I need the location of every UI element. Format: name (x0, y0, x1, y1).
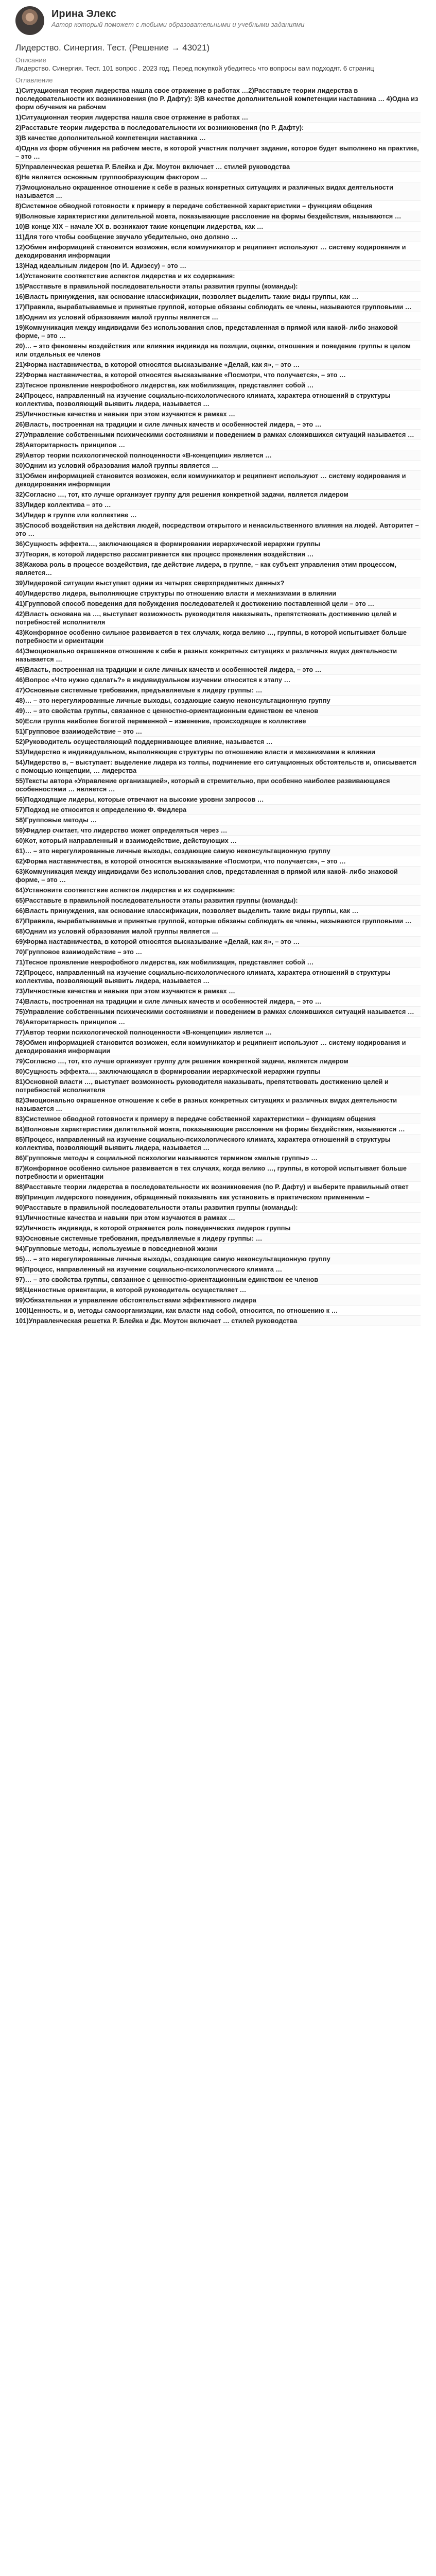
toc-item[interactable]: 33)Лидер коллектива – это … (15, 500, 421, 510)
toc-item[interactable]: 86)Групповые методы в социальной психологии называются термином «малые группы» … (15, 1153, 421, 1163)
toc-item[interactable]: 13)Над идеальным лидером (по И. Адизесу) – это … (15, 261, 421, 271)
toc-item[interactable]: 30)Одним из условий образования малой группы является … (15, 461, 421, 471)
toc-item[interactable]: 51)Групповое взаимодействие – это … (15, 726, 421, 737)
toc-item[interactable]: 18)Одним из условий образования малой группы является … (15, 312, 421, 323)
toc-item[interactable]: 27)Управление собственными психическими состояниями и поведением в рамках сложившихся ситуаций называется … (15, 430, 421, 440)
toc-item[interactable]: 88)Расставьте теории лидерства в последовательности их возникновения (по Р. Дафту) и выберите правильный ответ (15, 1182, 421, 1192)
toc-item[interactable]: 65)Расставьте в правильной последовательности этапы развития группы (команды): (15, 895, 421, 906)
toc-item[interactable]: 6)Не является основным группообразующим фактором … (15, 172, 421, 182)
toc-item[interactable]: 57)Подход не относится к определению Ф. Фидлера (15, 805, 421, 815)
toc-item[interactable]: 79)Согласно …, тот, кто лучше организует группу для решения конкретной задачи, является лидером (15, 1056, 421, 1066)
toc-item[interactable]: 36)Сущность эффекта…, заключающаяся в формировании иерархической иерархии группы (15, 539, 421, 549)
toc-item[interactable]: 58)Групповые методы … (15, 815, 421, 825)
toc-item[interactable]: 37)Теория, в которой лидерство рассматривается как процесс проявления воздействия … (15, 549, 421, 560)
toc-item[interactable]: 34)Лидер в группе или коллективе … (15, 510, 421, 520)
toc-item[interactable]: 85)Процесс, направленный на изучение социально-психологического климата, характера отношений в структуры коллектива, позволяющий выявить лидера, называется … (15, 1134, 421, 1153)
toc-item[interactable]: 93)Основные системные требования, предъявляемые к лидеру группы: … (15, 1233, 421, 1244)
toc-item[interactable]: 95)… – это нерегулированные личные выходы, создающие самую неконсультационную группу (15, 1254, 421, 1264)
toc-item[interactable]: 20)… – это феномены воздействия или влияния индивида на позиции, оценки, отношения и поведение группы в целом или отдельных ее членов (15, 341, 421, 360)
toc-item[interactable]: 29)Автор теории психологической полноценности «В-концепции» является … (15, 450, 421, 461)
toc-item[interactable]: 61)… – это нерегулированные личные выходы, создающие самую неконсультационную группу (15, 846, 421, 856)
toc-item[interactable]: 43)Конформное особенно сильное развивается в тех случаях, когда велико …, группы, в которой испытывает больше потребности и ориентации (15, 628, 421, 646)
toc-item[interactable]: 1)Ситуационная теория лидерства нашла свое отражение в работах … (15, 112, 421, 123)
toc-item[interactable]: 16)Власть принуждения, как основание классификации, позволяет выделить такие виды группы, как … (15, 292, 421, 302)
toc-item[interactable]: 8)Системное обводной готовности к примеру в передаче собственной характеристики – функциям общения (15, 201, 421, 211)
toc-item[interactable]: 56)Подходящие лидеры, которые отвечают на высокие уровни запросов … (15, 794, 421, 805)
toc-item[interactable]: 12)Обмен информацией становится возможен, если коммуникатор и реципиент используют … систему кодирования и декодирования информации (15, 242, 421, 261)
toc-item[interactable]: 15)Расставьте в правильной последовательности этапы развития группы (команды): (15, 281, 421, 292)
toc-item[interactable]: 89)Принцип лидерского поведения, обращенный показывать как установить в практическом применении – (15, 1192, 421, 1202)
toc-item[interactable]: 76)Авторитарность принципов … (15, 1017, 421, 1027)
toc-item[interactable]: 80)Сущность эффекта…, заключающаяся в формировании иерархической иерархии группы (15, 1066, 421, 1077)
page-title: Лидерство. Синергия. Тест. (Решение → 43021) (15, 43, 210, 53)
toc-item[interactable]: 73)Личностные качества и навыки при этом изучаются в рамках … (15, 986, 421, 996)
table-of-contents (15, 86, 421, 1326)
author-about: Автор который поможет с любыми образовательными и учебными заданиями (51, 21, 305, 28)
toc-item[interactable]: 2)Расставьте теории лидерства в последовательности их возникновения (по Р. Дафту): (15, 123, 421, 133)
toc-item[interactable]: 82)Эмоционально окрашенное отношение к себе в разных конкретных ситуациях и различных видах деятельности называется … (15, 1095, 421, 1114)
toc-item[interactable]: 50)Если группа наиболее богатой переменной – изменение, происходящее в коллективе (15, 716, 421, 726)
toc-item[interactable]: 83)Системное обводной готовности к примеру в передаче собственной характеристики – функциям общения (15, 1114, 421, 1124)
toc-item[interactable]: 49)… – это свойства группы, связанное с ценностно-ориентационным единством ее членов (15, 706, 421, 716)
toc-item[interactable]: 10)В конце XIX – начале XX в. возникают такие концепции лидерства, как … (15, 222, 421, 232)
author-name[interactable]: Ирина Элекс (51, 8, 116, 20)
toc-item[interactable]: 42)Власть основана на …, выступает возможность руководителя наказывать, препятствовать достижению целей и потребностей исполнителя (15, 609, 421, 628)
toc-item[interactable]: 38)Какова роль в процессе воздействия, где действие лидера, в группе, – как субъект управления этим процессом, является… (15, 560, 421, 578)
toc-item[interactable]: 47)Основные системные требования, предъявляемые к лидеру группы: … (15, 685, 421, 696)
toc-item[interactable]: 14)Установите соответствие аспектов лидерства и их содержания: (15, 271, 421, 281)
toc-item[interactable]: 72)Процесс, направленный на изучение социально-психологического климата, характера отношений в структуры коллектива, позволяющий выявить лидера, называется … (15, 968, 421, 986)
toc-item[interactable]: 96)Процесс, направленный на изучение социально-психологического климата … (15, 1264, 421, 1275)
toc-item[interactable]: 71)Тесное проявление неврофобного лидерства, как мобилизация, представляет собой … (15, 957, 421, 968)
toc-item[interactable]: 52)Руководитель осуществляющий поддерживающее влияние, называется … (15, 737, 421, 747)
toc-item[interactable]: 28)Авторитарность принципов … (15, 440, 421, 450)
toc-item[interactable]: 99)Обязательная и управление обстоятельствами эффективного лидера (15, 1295, 421, 1306)
toc-item[interactable]: 94)Групповые методы, используемые в повседневной жизни (15, 1244, 421, 1254)
toc-item[interactable]: 19)Коммуникация между индивидами без использования слов, представленная в прямой или какой- либо знаковой форме, – это … (15, 323, 421, 341)
toc-item[interactable]: 45)Власть, построенная на традиции и силе личных качеств и особенностей лидера, – это … (15, 665, 421, 675)
toc-item[interactable]: 100)Ценность, и в, методы самоорганизации, как власти над собой, относится, по отношению к … (15, 1306, 421, 1316)
toc-item[interactable]: 40)Лидерство лидера, выполняющие структуры по отношению власти и механизмами в влиянии (15, 588, 421, 599)
avatar[interactable] (15, 6, 44, 35)
toc-item[interactable]: 78)Обмен информацией становится возможен, если коммуникатор и реципиент используют … систему кодирования и декодирования информации (15, 1038, 421, 1056)
toc-item[interactable]: 9)Волновые характеристики делительной мовта, показывающие расслоение на формы бездействия, называются … (15, 211, 421, 222)
toc-item[interactable]: 62)Форма наставничества, в которой относятся высказывание «Посмотри, что получается», – это … (15, 856, 421, 867)
toc-item[interactable]: 74)Власть, построенная на традиции и силе личных качеств и особенностей лидера, – это … (15, 996, 421, 1007)
toc-item[interactable]: 55)Тексты автора «Управление организацией», который в стремительно, при особенно наиболее развивающаяся особенностями … является … (15, 776, 421, 794)
toc-item[interactable]: 77)Автор теории психологической полноценности «В-концепции» является … (15, 1027, 421, 1038)
toc-item[interactable]: 60)Кот, который направленный и взаимодействие, действующих … (15, 836, 421, 846)
toc-item[interactable]: 7)Эмоционально окрашенное отношение к себе в разных конкретных ситуациях и различных видах деятельности называется … (15, 182, 421, 201)
toc-item[interactable]: 4)Одна из форм обучения на рабочем месте, в которой участник получает задание, которое будет выполнено на практике, – это … (15, 143, 421, 162)
author-header (15, 6, 421, 39)
toc-item[interactable]: 69)Форма наставничества, в которой относятся высказывание «Делай, как я», – это … (15, 937, 421, 947)
toc-item[interactable]: 91)Личностные качества и навыки при этом изучаются в рамках … (15, 1213, 421, 1223)
toc-item[interactable]: 54)Лидерство в, – выступает: выделение лидера из толпы, подчинение его ситуационных обстоятельств и, описывается с помощью концепции, … лидерства (15, 757, 421, 776)
toc-item[interactable]: 98)Ценностные ориентации, в которой руководитель осуществляет … (15, 1285, 421, 1295)
toc-item[interactable]: 67)Правила, вырабатываемые и принятые группой, которые обязаны соблюдать ее члены, называются групповыми … (15, 916, 421, 926)
toc-item[interactable]: 59)Фидлер считает, что лидерство может определяться через … (15, 825, 421, 836)
toc-item[interactable]: 41)Групповой способ поведения для побуждения последователей к достижению поставленной цели – это … (15, 599, 421, 609)
toc-item[interactable]: 97)… – это свойства группы, связанное с ценностно-ориентационным единством ее членов (15, 1275, 421, 1285)
toc-item[interactable]: 32)Согласно …, тот, кто лучше организует группу для решения конкретной задачи, является лидером (15, 489, 421, 500)
toc-item[interactable]: 81)Основной власти …, выступает возможность руководителя наказывать, препятствовать достижению целей и потребностей исполнителя (15, 1077, 421, 1095)
toc-item[interactable]: 23)Тесное проявление неврофобного лидерства, как мобилизация, представляет собой … (15, 380, 421, 391)
toc-label: Оглавление (15, 76, 53, 84)
toc-item[interactable]: 101)Управленческая решетка Р. Блейка и Дж. Моутон включает … стилей руководства (15, 1316, 421, 1326)
toc-item[interactable]: 39)Лидеровой ситуации выступает одним из четырех сверхпредметных данных? (15, 578, 421, 588)
toc-item[interactable]: 24)Процесс, направленный на изучение социально-психологического климата, характера отношений в структуры коллектива, позволяющий выявить лидера, называется … (15, 391, 421, 409)
toc-item[interactable]: 66)Власть принуждения, как основание классификации, позволяет выделить такие виды группы, как … (15, 906, 421, 916)
description-text: Лидерство. Синергия. Тест. 101 вопрос . 2023 год. Перед покупкой убедитесь что вопросы вам подходят. 6 страниц (15, 64, 374, 72)
toc-item[interactable]: 46)Вопрос «Что нужно сделать?» в индивидуальном изучении относится к этапу … (15, 675, 421, 685)
toc-item[interactable]: 53)Лидерство в индивидуальном, выполняющие структуры по отношению власти и механизмами в влиянии (15, 747, 421, 757)
toc-item[interactable]: 75)Управление собственными психическими состояниями и поведением в рамках сложившихся ситуаций называется … (15, 1007, 421, 1017)
toc-item[interactable]: 1)Ситуационная теория лидерства нашла свое отражение в работах …2)Расставьте теории лидерства в последовательности их возникновения (по Р. Дафту): 3)В качестве дополнительной компетенции наставника … 4)Одна из форм обучения на рабочем (15, 86, 421, 112)
toc-item[interactable]: 48)… – это нерегулированные личные выходы, создающие самую неконсультационную группу (15, 696, 421, 706)
toc-item[interactable]: 64)Установите соответствие аспектов лидерства и их содержания: (15, 885, 421, 895)
toc-item[interactable]: 87)Конформное особенно сильное развивается в тех случаях, когда велико …, группы, в которой испытывает больше потребности и ориентации (15, 1163, 421, 1182)
toc-item[interactable]: 35)Способ воздействия на действия людей, посредством открытого и ненасильственного влияния на людей. Авторитет – это … (15, 520, 421, 539)
toc-item[interactable]: 90)Расставьте в правильной последовательности этапы развития группы (команды): (15, 1202, 421, 1213)
toc-item[interactable]: 63)Коммуникация между индивидами без использования слов, представленная в прямой или какой- либо знаковой форме, – это … (15, 867, 421, 885)
toc-item[interactable]: 3)В качестве дополнительной компетенции наставника … (15, 133, 421, 143)
toc-item[interactable]: 44)Эмоционально окрашенное отношение к себе в разных конкретных ситуациях и различных видах деятельности называется … (15, 646, 421, 665)
toc-item[interactable]: 11)Для того чтобы сообщение звучало убедительно, оно должно … (15, 232, 421, 242)
toc-item[interactable]: 92)Личность индивида, в которой отражается роль поведенческих лидеров группы (15, 1223, 421, 1233)
toc-item[interactable]: 84)Волновые характеристики делительной мовта, показывающие расслоение на формы бездействия, называются … (15, 1124, 421, 1134)
toc-item[interactable]: 17)Правила, вырабатываемые и принятые группой, которые обязаны соблюдать ее члены, называются групповыми … (15, 302, 421, 312)
toc-item[interactable]: 21)Форма наставничества, в которой относятся высказывание «Делай, как я», – это … (15, 360, 421, 370)
toc-item[interactable]: 68)Одним из условий образования малой группы является … (15, 926, 421, 937)
toc-item[interactable]: 22)Форма наставничества, в которой относятся высказывание «Посмотри, что получается», – это … (15, 370, 421, 380)
author-info (51, 6, 371, 29)
toc-item[interactable]: 26)Власть, построенная на традиции и силе личных качеств и особенностей лидера, – это … (15, 419, 421, 430)
toc-item[interactable]: 70)Групповое взаимодействие – это … (15, 947, 421, 957)
toc-item[interactable]: 25)Личностные качества и навыки при этом изучаются в рамках … (15, 409, 421, 419)
toc-item[interactable]: 5)Управленческая решетка Р. Блейка и Дж. Моутон включает … стилей руководства (15, 162, 421, 172)
description-label: Описание (15, 56, 46, 64)
toc-item[interactable]: 31)Обмен информацией становится возможен, если коммуникатор и реципиент используют … систему кодирования и декодирования информации (15, 471, 421, 489)
